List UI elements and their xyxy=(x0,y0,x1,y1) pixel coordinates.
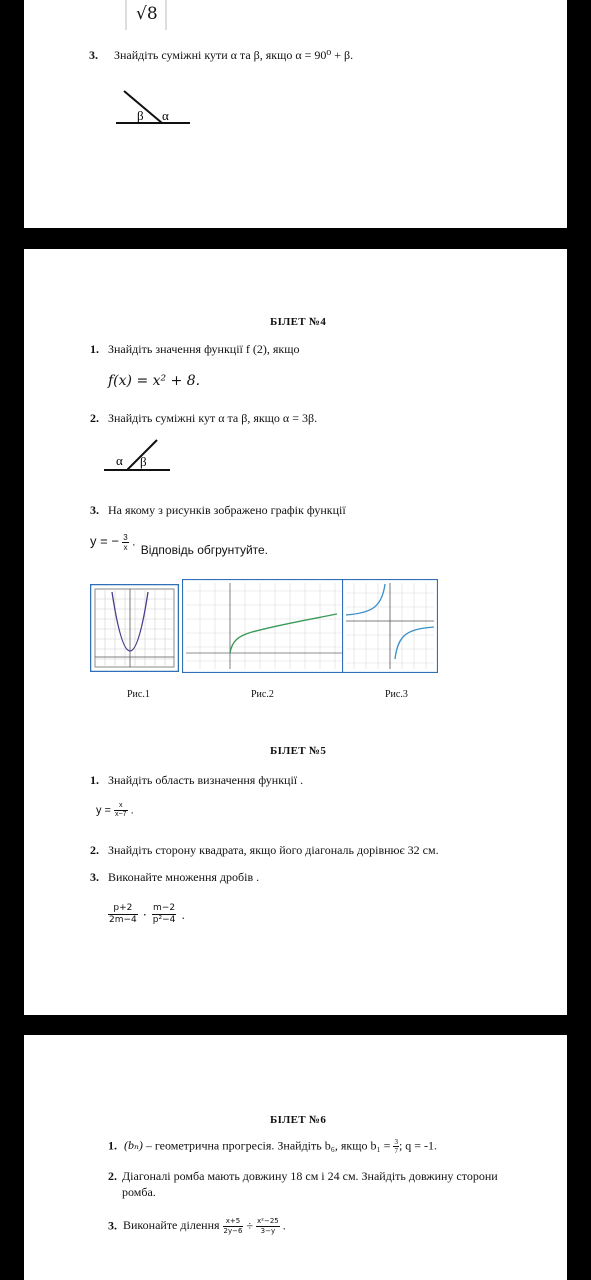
t4-task2-text: Знайдіть суміжні кут α та β, якщо α = 3β. xyxy=(108,411,318,425)
t6-task1-tail: ; q = -1. xyxy=(398,1138,438,1153)
t6-task1-numerator: 3 xyxy=(394,1138,398,1146)
t6-task1 xyxy=(108,1138,437,1155)
p1-task3-text: Знайдіть суміжні кути α та β, якщо α = 90⁰ + β. xyxy=(114,48,354,62)
t5-formula1-numerator: x xyxy=(114,802,127,811)
t6-task1-text: – геометрична прогресія. Знайдіть b₆, якщо b₁ = xyxy=(142,1138,391,1153)
page-2 xyxy=(24,249,567,1015)
t5-task1-text: Знайдіть область визначення функції . xyxy=(108,773,304,787)
page-1 xyxy=(24,0,567,228)
figure-2-sqrt-curve xyxy=(182,579,365,673)
t5-formula3-denominator-2: p²−4 xyxy=(152,915,176,925)
figure-3-hyperbola xyxy=(342,579,438,673)
angle-alpha-label-2: α xyxy=(116,453,123,468)
t6-task3-number: 3. xyxy=(108,1218,117,1233)
ticket-6-title: БІЛЕТ №6 xyxy=(270,1114,327,1126)
t6-task3 xyxy=(108,1217,286,1236)
formula3-lhs: y = − xyxy=(90,533,119,549)
t6-task3-fraction-2 xyxy=(256,1217,280,1236)
angle-beta-label: β xyxy=(137,108,144,123)
formula3-explain: Відповідь обгрунтуйте. xyxy=(140,542,269,557)
t6-task1-number: 1. xyxy=(108,1138,117,1153)
t5-formula-1 xyxy=(96,802,134,819)
t4-task2-number: 2. xyxy=(90,411,99,425)
t4-task3-number: 3. xyxy=(90,503,99,517)
figure-2-caption: Рис.2 xyxy=(251,689,274,700)
formula3-denominator: x xyxy=(123,543,128,552)
p1-task3-number: 3. xyxy=(89,48,98,62)
t6-task2-line1: Діагоналі ромба мають довжину 18 см і 24 см. Знайдіть довжину сторони xyxy=(122,1169,498,1183)
t6-task3-denominator-1: 2y−6 xyxy=(223,1227,243,1235)
figure-1-caption: Рис.1 xyxy=(127,689,150,700)
t5-task3-text: Виконайте множення дробів . xyxy=(108,870,260,884)
ticket-5-title: БІЛЕТ №5 xyxy=(270,745,327,757)
t5-task2-number: 2. xyxy=(90,843,99,857)
formula3-tail: . xyxy=(132,534,136,549)
adjacent-angles-diagram-2 xyxy=(102,435,174,475)
t6-task1-denominator: 7 xyxy=(394,1147,398,1155)
t5-formula3-denominator-1: 2m−4 xyxy=(109,915,137,925)
t6-task3-numerator-2: x²−25 xyxy=(257,1217,279,1225)
sqrt-box xyxy=(124,0,168,30)
t5-formula1-denominator: x−7 xyxy=(115,811,127,818)
t6-task3-tail: . xyxy=(282,1218,286,1233)
t4-task1-number: 1. xyxy=(90,342,99,356)
t6-task3-text: Виконайте ділення xyxy=(123,1218,220,1233)
figure-3-caption: Рис.3 xyxy=(385,689,408,700)
t5-formula3-operator: · xyxy=(142,908,147,922)
t5-formula3-tail: . xyxy=(181,909,185,922)
ticket-4-title: БІЛЕТ №4 xyxy=(270,316,327,328)
t5-task3-number: 3. xyxy=(90,870,99,884)
t6-task3-denominator-2: 3−y xyxy=(260,1227,276,1235)
figure-1-parabola xyxy=(90,584,179,672)
angle-alpha-label: α xyxy=(162,108,169,123)
adjacent-angles-diagram-1 xyxy=(104,85,204,130)
t6-task2-line2: ромба. xyxy=(122,1185,156,1199)
t6-task2-number: 2. xyxy=(108,1169,117,1183)
t4-formula-3 xyxy=(90,533,269,557)
t6-task3-numerator-1: x+5 xyxy=(223,1217,244,1227)
t5-formula3-fraction-2 xyxy=(152,903,177,926)
t6-task3-fraction-1 xyxy=(223,1217,244,1236)
angle-beta-label-2: β xyxy=(140,454,147,469)
t5-formula3-numerator-2: m−2 xyxy=(153,903,176,913)
t5-task1-number: 1. xyxy=(90,773,99,787)
t5-formula1-fraction xyxy=(114,802,127,819)
t6-task3-operator: ÷ xyxy=(246,1218,254,1233)
formula3-numerator: 3 xyxy=(123,533,128,542)
t4-task1-text: Знайдіть значення функції f (2), якщо xyxy=(108,342,300,356)
t5-formula3-numerator-1: p+2 xyxy=(108,903,138,915)
page-3 xyxy=(24,1035,567,1280)
sqrt-text: √8 xyxy=(136,4,158,24)
t6-task1-seq: (bₙ) xyxy=(124,1138,143,1153)
t5-task2-text: Знайдіть сторону квадрата, якщо його діагональ дорівнює 32 см. xyxy=(108,843,439,857)
t4-task3-text: На якому з рисунків зображено графік функції xyxy=(108,503,346,517)
t5-formula-3 xyxy=(108,903,185,926)
formula3-fraction xyxy=(122,533,128,552)
t4-formula-1: f(x) = x² + 8. xyxy=(108,373,201,389)
t5-formula3-fraction-1 xyxy=(108,903,138,926)
t5-formula1-lhs: y = xyxy=(96,804,111,817)
t5-formula1-tail: . xyxy=(130,804,134,817)
